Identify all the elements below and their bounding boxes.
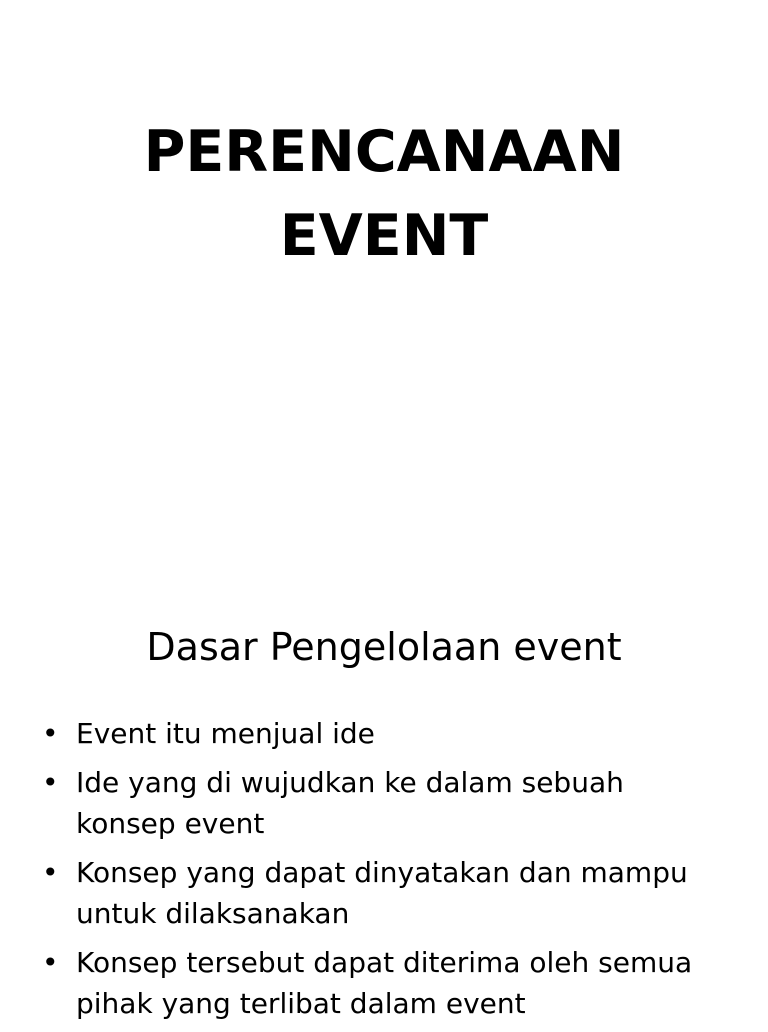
bullet-list: [42, 713, 732, 1032]
list-item-text: Ide yang di wujudkan ke dalam sebuah konsep event: [76, 766, 624, 840]
slide-title-line-1: PERENCANAAN: [143, 119, 625, 186]
bullet-point-icon: •: [42, 717, 59, 750]
slide-title: [0, 110, 768, 278]
list-item: [42, 762, 732, 844]
list-item: [42, 852, 732, 934]
bullet-point-icon: •: [42, 946, 59, 979]
slide-title-line-2: EVENT: [279, 203, 489, 270]
list-item-text: Konsep tersebut dapat diterima oleh semua pihak yang terlibat dalam event: [76, 946, 693, 1020]
content-slide-title: Dasar Pengelolaan event: [146, 625, 622, 669]
content-slide: [0, 576, 768, 1024]
bullet-point-icon: •: [42, 766, 59, 799]
list-item-text: Event itu menjual ide: [76, 717, 375, 750]
bullet-point-icon: •: [42, 856, 59, 889]
list-item: [42, 942, 732, 1024]
list-item: [42, 713, 732, 754]
list-item-text: Konsep yang dapat dinyatakan dan mampu untuk dilaksanakan: [76, 856, 688, 930]
